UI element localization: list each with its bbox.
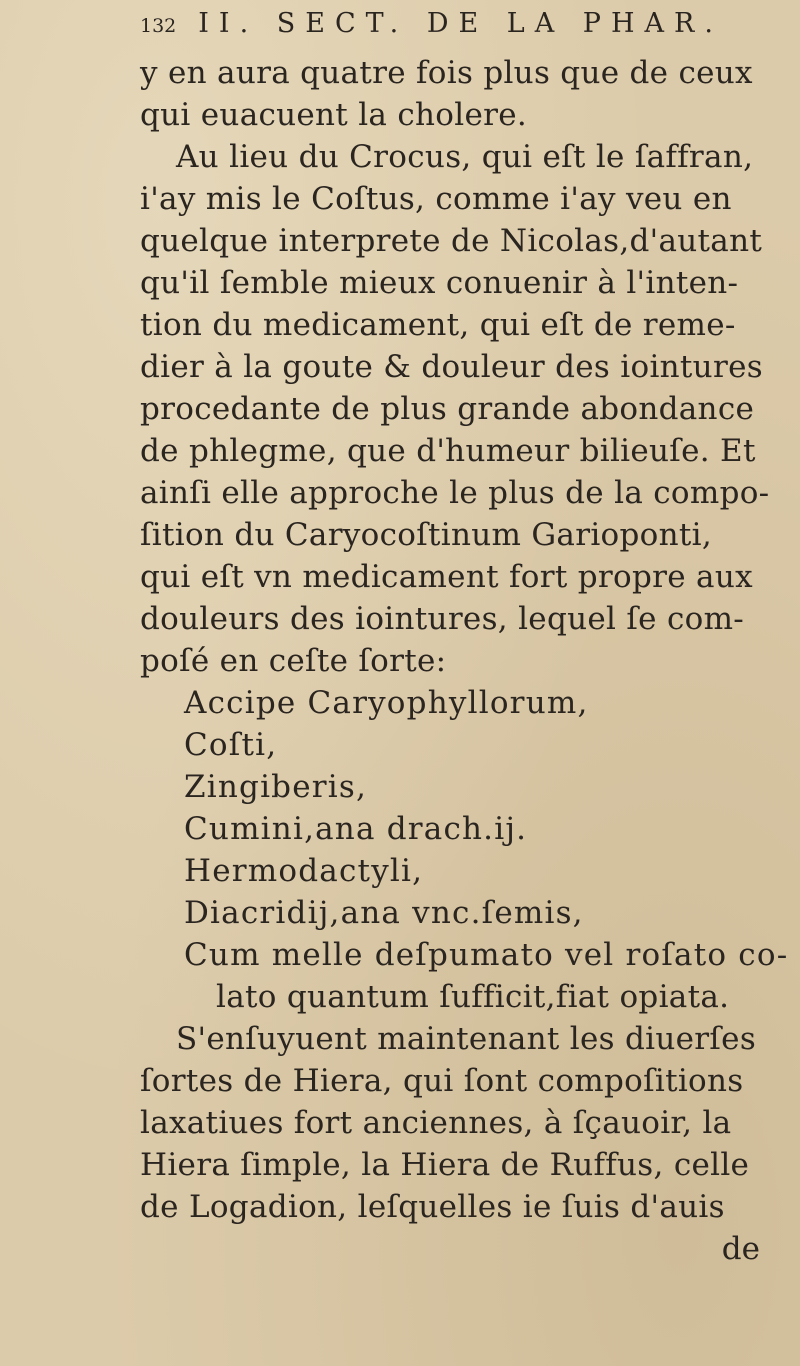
- text-line: dier à la goute & douleur des iointures: [140, 349, 763, 385]
- text-line: qu'il ſemble mieux conuenir à l'inten-: [140, 265, 739, 301]
- text-line: qui euacuent la cholere.: [140, 97, 528, 133]
- text-line: poſé en ceſte ſorte:: [140, 643, 447, 679]
- text-line: Cum melle deſpumato vel roſato co-: [184, 937, 789, 973]
- text-line: y en aura quatre fois plus que de ceux: [140, 55, 753, 91]
- page-number: 132: [140, 15, 177, 37]
- text-line: procedante de plus grande abondance: [140, 391, 755, 427]
- text-line: ſition du Caryocoſtinum Garioponti,: [140, 517, 712, 553]
- body-text: [140, 52, 789, 1228]
- text-line: S'enſuyuent maintenant les diuerſes: [176, 1021, 757, 1057]
- text-line: Au lieu du Crocus, qui eſt le ſaffran,: [176, 139, 754, 175]
- text-line: Diacridij,ana vnc.ſemis,: [184, 895, 584, 931]
- text-line: tion du medicament, qui eſt de reme-: [140, 307, 736, 343]
- text-line: lato quantum ſufficit,fiat opiata.: [216, 979, 730, 1015]
- text-line: de phlegme, que d'humeur bilieuſe. Et: [140, 433, 756, 469]
- text-line: ſortes de Hiera, qui ſont compoſitions: [140, 1063, 744, 1099]
- text-line: Hiera ſimple, la Hiera de Ruffus, celle: [140, 1147, 750, 1183]
- text-line: quelque interprete de Nicolas,d'autant: [140, 223, 763, 259]
- text-line: Accipe Caryophyllorum,: [184, 685, 589, 721]
- text-line: i'ay mis le Coſtus, comme i'ay veu en: [140, 181, 732, 217]
- page-header: [140, 8, 766, 50]
- text-line: Coſti,: [184, 727, 278, 763]
- catchword: de: [721, 1231, 760, 1267]
- text-line: Cumini,ana drach.ij.: [184, 811, 528, 847]
- text-line: qui eſt vn medicament fort propre aux: [140, 559, 753, 595]
- text-line: laxatiues fort anciennes, à ſçauoir, la: [140, 1105, 732, 1141]
- running-head: II. SECT. DE LA PHAR.: [198, 8, 723, 39]
- text-line: douleurs des iointures, lequel ſe com-: [140, 601, 745, 637]
- text-line: Hermodactyli,: [184, 853, 424, 889]
- text-line: Zingiberis,: [184, 769, 368, 805]
- text-line: ainſi elle approche le plus de la compo-: [140, 475, 770, 511]
- text-line: de Logadion, leſquelles ie ſuis d'auis: [140, 1189, 725, 1225]
